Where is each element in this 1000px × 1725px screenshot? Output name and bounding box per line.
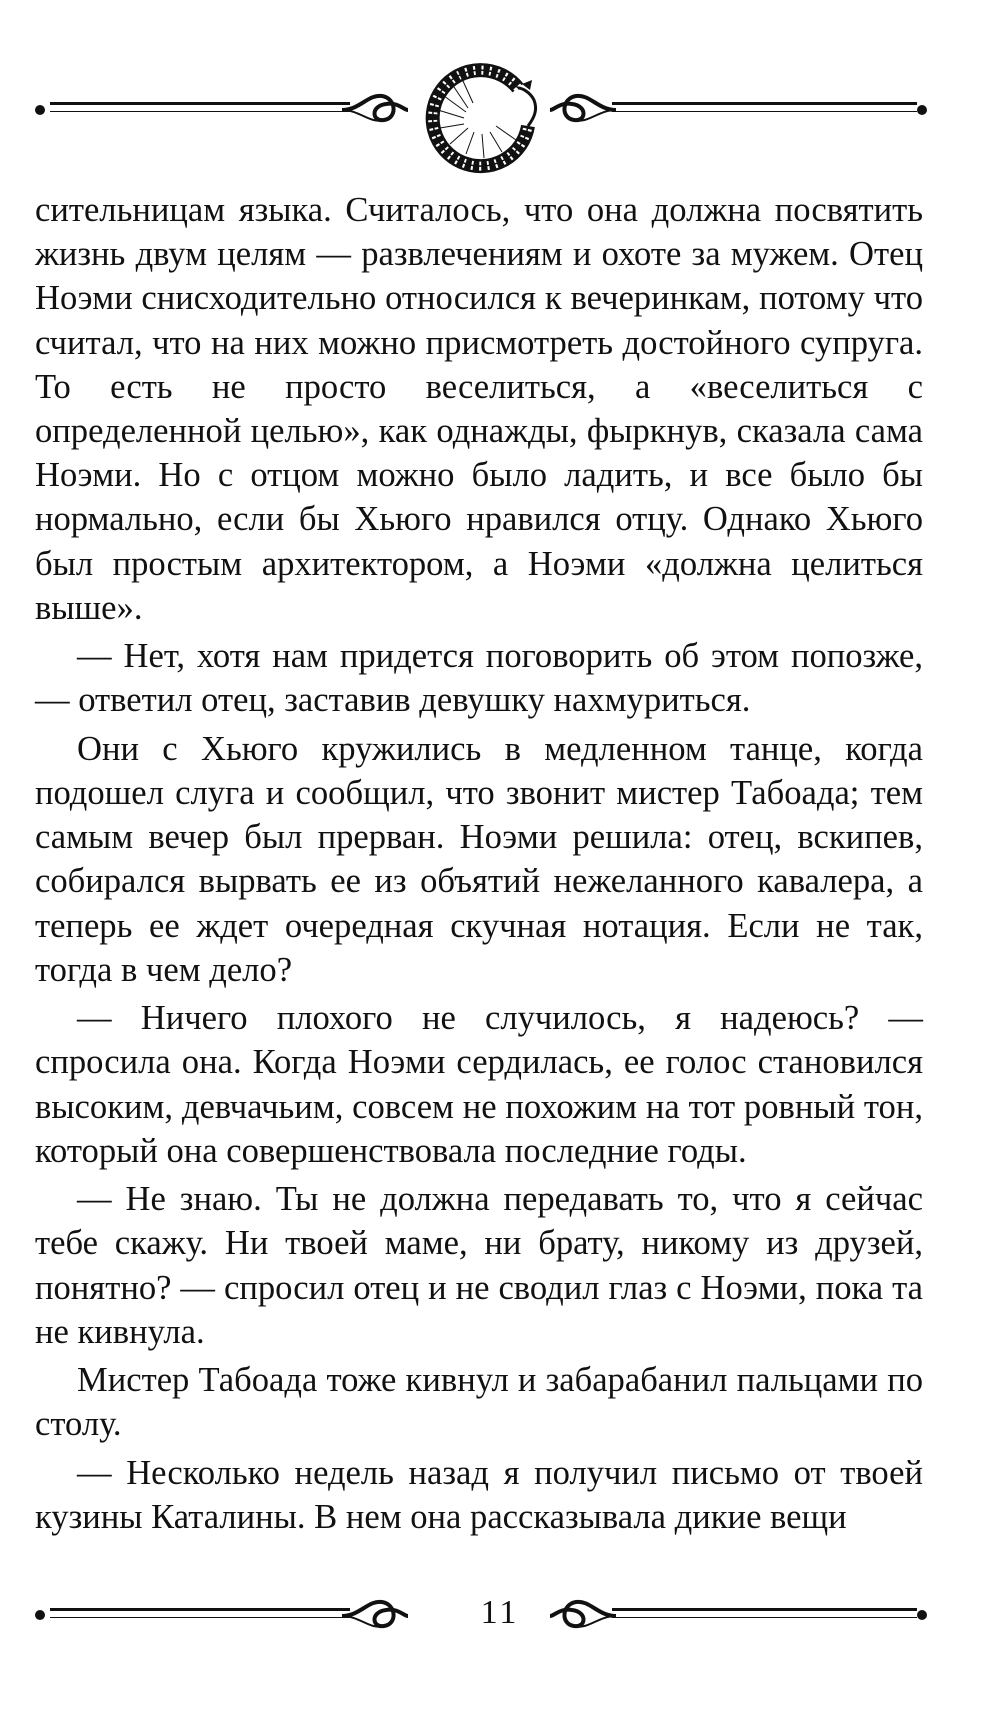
scroll-knot-left-icon: [340, 88, 410, 128]
ornament-dot-icon: [35, 105, 45, 115]
header-ornament: [0, 40, 1000, 190]
paragraph: — Несколько недель назад я получил письмо от твоей кузины Каталины. В нем она рассказывала дикие вещи: [35, 1453, 923, 1537]
paragraph: — Ничего плохого не случилось, я надеюсь? — спросила она. Когда Ноэми сердилась, ее голос становился высоким, девчачьим, совсем не похожим на тот ровный тон, который она совершенствовала последние годы.: [35, 999, 923, 1170]
ouroboros-snake-emblem-icon: [418, 48, 548, 178]
ornament-dot-icon: [917, 105, 927, 115]
paragraph: сительницам языка. Считалось, что она должна посвятить жизнь двум целям — развлечениям и охоте за мужем. Отец Ноэми снисходительно относился к вечеринкам, потому что считал, что на них можно присмотреть достойного супруга. То есть не просто веселиться, а «веселиться с определенной целью», как однажды, фыркнув, сказала сама Ноэми. Но с отцом можно было ладить, и все было бы нормально, если бы Хьюго нравился отцу. Однако Хьюго был простым архитектором, а Ноэми «должна целиться выше».: [35, 191, 923, 627]
ornament-rule: [612, 102, 917, 105]
paragraph: — Не знаю. Ты не должна передавать то, что я сейчас тебе скажу. Ни твоей маме, ни брату, никому из друзей, понятно? — спросил отец и не сводил глаз с Ноэми, пока та не кивнула.: [35, 1180, 923, 1351]
ornament-rule: [50, 1608, 350, 1611]
scroll-knot-right-icon: [548, 88, 618, 128]
paragraph: Они с Хьюго кружились в медленном танце, когда подошел слуга и сообщил, что звонит мистер Табоада; тем самым вечер был прерван. Ноэми решила: отец, вскипев, собирался вырвать ее из объятий нежеланного кавалера, а теперь ее ждет очередная скучная нотация. Если не так, тогда в чем дело?: [35, 729, 923, 989]
ornament-dot-icon: [35, 1610, 45, 1620]
scroll-knot-left-icon: [340, 1594, 410, 1634]
ornament-rule: [612, 1608, 917, 1611]
ornament-dot-icon: [917, 1610, 927, 1620]
ornament-rule: [50, 102, 350, 105]
body-text: [35, 188, 923, 1543]
paragraph: Мистер Табоада тоже кивнул и забарабанил пальцами по столу.: [35, 1361, 923, 1444]
page-number: 11: [480, 1594, 520, 1631]
paragraph: — Нет, хотя нам придется поговорить об этом попозже, — ответил отец, заставив девушку нахмуриться.: [35, 637, 923, 720]
